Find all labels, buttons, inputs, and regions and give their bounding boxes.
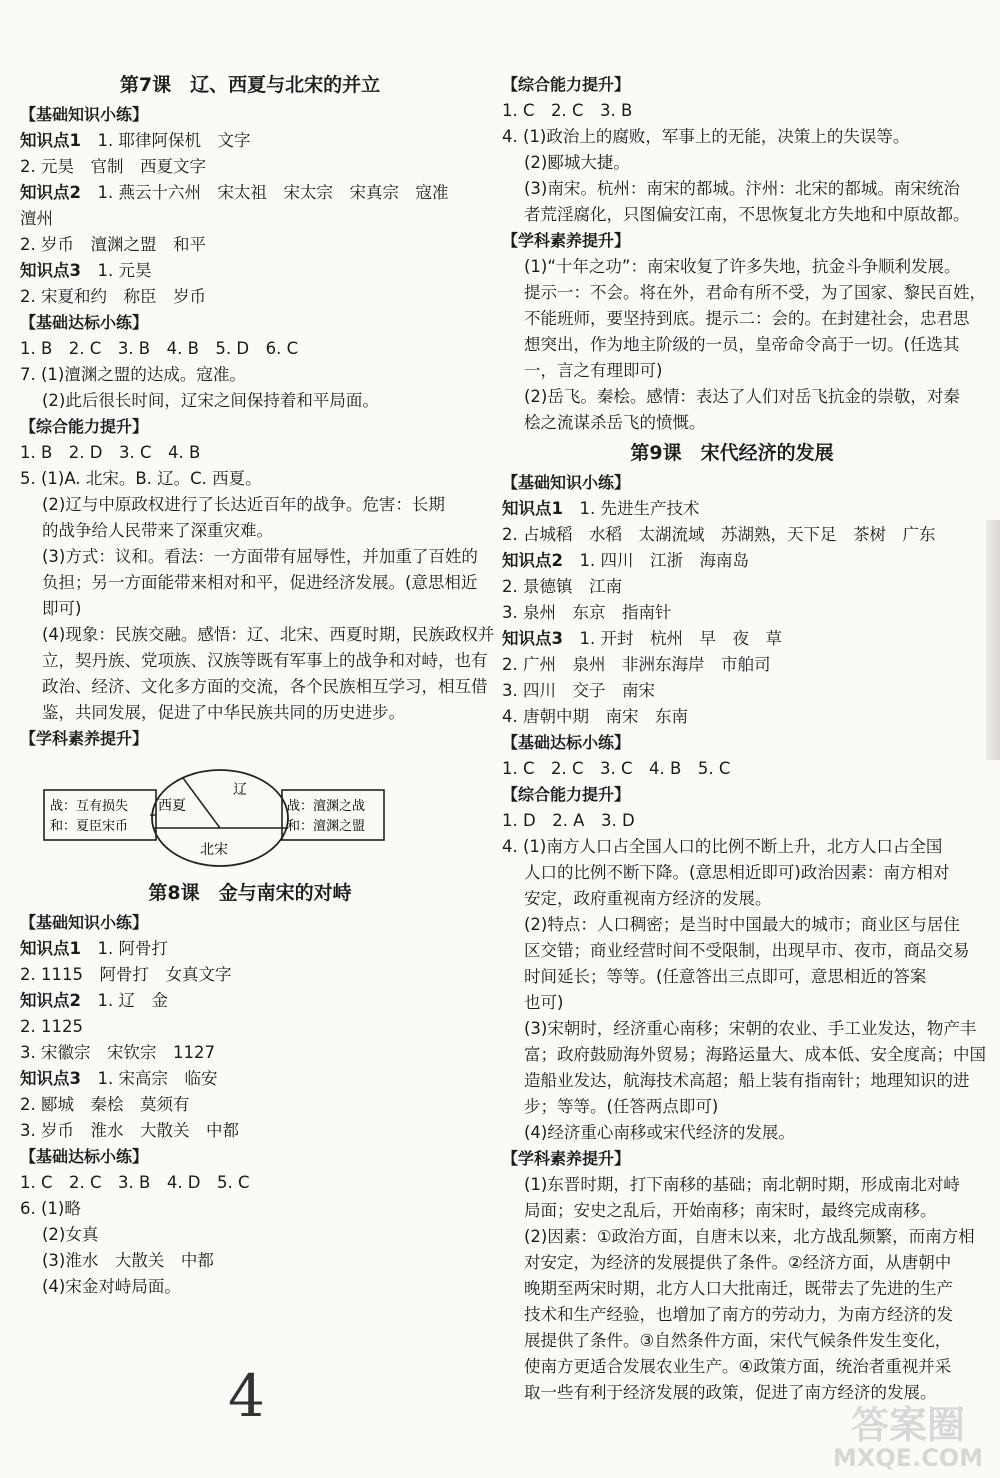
answer-text: 3. 宋徽宗 宋钦宗 1127	[20, 1043, 215, 1062]
answer-line: (1)东晋时期，打下南移的基础；南北朝时期，形成南北对峙	[524, 1175, 960, 1194]
lesson9-comprehensive-list	[502, 808, 986, 1146]
knowledge-point-label: 知识点1	[20, 939, 81, 958]
answer-line	[502, 704, 962, 730]
answer-text: 3. 四川 交子 南宋	[502, 681, 655, 700]
section-comprehensive-8: 【综合能力提升】	[502, 75, 631, 94]
answer-text: 2. 郾城 秦桧 莫须有	[20, 1095, 190, 1114]
lesson8-literacy-list	[502, 254, 986, 436]
answer-line: (2)因素：①政治方面，自唐末以来，北方战乱频繁，而南方相	[524, 1227, 975, 1246]
lesson7-knowledge-list	[20, 128, 480, 310]
answer-line	[20, 988, 480, 1014]
section-literacy: 【学科素养提升】	[20, 729, 149, 748]
watermark-top-text: 答案圈	[850, 1403, 966, 1447]
answer-text: 2. 1125	[20, 1017, 83, 1036]
answer-line: 使南方更适合发展农业生产。④政策方面，统治者重视并采	[524, 1357, 952, 1376]
watermark-bottom-text: MXQE.COM	[832, 1444, 984, 1472]
answer-line	[502, 626, 962, 652]
answer-line: 负担；另一方面能带来相对和平，促进经济发展。(意思相近	[42, 573, 478, 592]
left-column	[20, 68, 495, 1300]
answer-line: 5. (1)A. 北宋。B. 辽。C. 西夏。	[20, 469, 262, 488]
answer-text: 2. 广州 泉州 非洲东海岸 市舶司	[502, 655, 771, 674]
answer-line: 局面；安史之乱后，开始南移；南宋时，最终完成南移。	[524, 1201, 937, 1220]
answer-line	[502, 522, 962, 548]
answer-line: 时间延长；等等。(任意答出三点即可，意思相近的答案	[524, 967, 927, 986]
answer-line: (4)现象：民族交融。感悟：辽、北宋、西夏时期，民族政权并	[42, 625, 495, 644]
section-comprehensive: 【综合能力提升】	[20, 417, 149, 436]
knowledge-point-label: 知识点1	[502, 499, 563, 518]
section-basic-knowledge-8: 【基础知识小练】	[20, 913, 149, 932]
answer-text: 3. 泉州 东京 指南针	[502, 603, 672, 622]
beisong-label: 北宋	[200, 842, 228, 858]
answer-line: 不能班师，要坚持到底。提示二：会的。在封建社会，忠君思	[524, 309, 970, 328]
knowledge-point-label: 知识点3	[20, 261, 81, 280]
section-basic-standard: 【基础达标小练】	[20, 313, 149, 332]
answer-line	[20, 180, 480, 206]
answer-line: 1. C 2. C 3. B 4. D 5. C	[20, 1173, 250, 1192]
section-basic-knowledge-9: 【基础知识小练】	[502, 473, 631, 492]
answer-line: 6. (1)略	[20, 1199, 81, 1218]
liao-label: 辽	[233, 782, 247, 798]
lesson8-knowledge-list	[20, 936, 480, 1144]
answer-line: 富；政府鼓励海外贸易；海路运量大、成本低、安全度高；中国	[524, 1045, 986, 1064]
answer-text: 4. 唐朝中期 南宋 东南	[502, 707, 688, 726]
section-literacy-9: 【学科素养提升】	[502, 1149, 631, 1168]
relations-diagram-svg	[20, 756, 480, 874]
right-box-peace: 和：澶渊之盟	[287, 819, 366, 834]
answer-line: 想突出，作为地主阶级的一员，皇帝命令高于一切。(任选其	[524, 335, 960, 354]
answer-line	[20, 1118, 480, 1144]
answer-line	[20, 1014, 480, 1040]
answer-line: 1. B 2. D 3. C 4. B	[20, 443, 201, 462]
answer-line: (3)宋朝时，经济重心南移；宋朝的农业、手工业发达，物产丰	[524, 1019, 977, 1038]
knowledge-point-label: 知识点2	[20, 991, 81, 1010]
lesson9-standard-list	[502, 756, 962, 782]
lesson9-literacy-list	[502, 1172, 975, 1406]
answer-line	[20, 1066, 480, 1092]
lesson8-title: 第8课 金与南宋的对峙	[148, 882, 352, 904]
right-column	[502, 72, 986, 1406]
left-box-peace: 和：夏臣宋币	[50, 819, 129, 834]
answer-line: (2)辽与中原政权进行了长达近百年的战争。危害：长期	[42, 495, 445, 514]
lesson7-title: 第7课 辽、西夏与北宋的并立	[119, 74, 381, 96]
answer-text: 2. 1115 阿骨打 女真文字	[20, 965, 232, 984]
answer-text: 1. 先进生产技术	[579, 499, 700, 518]
answer-line: 也可)	[524, 993, 564, 1012]
right-box-war: 战：澶渊之战	[287, 799, 366, 814]
answer-line: 步；等等。(任答两点即可)	[524, 1097, 719, 1116]
left-box-war: 战：互有损失	[50, 799, 129, 814]
answer-line: 4. (1)政治上的腐败，军事上的无能，决策上的失误等。	[502, 127, 910, 146]
section-basic-standard-9: 【基础达标小练】	[502, 733, 631, 752]
answer-text: 3. 岁币 淮水 大散关 中都	[20, 1121, 239, 1140]
answer-text: 2. 岁币 澶渊之盟 和平	[20, 235, 206, 254]
section-basic-standard-8: 【基础达标小练】	[20, 1147, 149, 1166]
answer-text: 2. 宋夏和约 称臣 岁币	[20, 287, 206, 306]
answer-line	[20, 962, 480, 988]
lesson8-comprehensive-list	[502, 98, 970, 228]
answer-text: 2. 元昊 官制 西夏文字	[20, 157, 206, 176]
answer-text: 2. 占城稻 水稻 太湖流域 苏湖熟，天下足 茶树 广东	[502, 525, 936, 544]
answer-line: 政治、经济、文化多方面的交流，各个民族相互学习，相互借	[42, 677, 488, 696]
answer-line: (2)郾城大捷。	[524, 153, 630, 172]
answer-line: (3)方式：议和。看法：一方面带有屈辱性，并加重了百姓的	[42, 547, 478, 566]
knowledge-point-label: 知识点3	[20, 1069, 81, 1088]
answer-line	[502, 496, 962, 522]
lesson7-standard-list	[20, 336, 480, 414]
answer-text: 1. 元昊	[97, 261, 152, 280]
answer-line: (2)特点：人口稠密；是当时中国最大的城市；商业区与居住	[524, 915, 960, 934]
handwritten-page-mark: 4	[228, 1362, 265, 1430]
answer-text: 1. 燕云十六州 宋太祖 宋太宗 宋真宗 寇准	[97, 183, 449, 202]
answer-line	[20, 1040, 480, 1066]
answer-text: 1. 开封 杭州 早 夜 草	[579, 629, 782, 648]
answer-line: (3)南宋。杭州：南宋的都城。汴州：北宋的都城。南宋统治	[524, 179, 960, 198]
section-literacy-8: 【学科素养提升】	[502, 231, 631, 250]
relations-diagram	[20, 756, 480, 874]
answer-line	[502, 678, 962, 704]
answer-line: 造船业发达，航海技术高超；船上装有指南针；地理知识的进	[524, 1071, 970, 1090]
xixia-label: 西夏	[158, 798, 186, 814]
answer-line: 7. (1)澶渊之盟的达成。寇准。	[20, 365, 246, 384]
answer-line: 人口的比例不断下降。(意思相近即可)政治因素：南方相对	[524, 863, 950, 882]
answer-line	[20, 936, 480, 962]
answer-line: 1. D 2. A 3. D	[502, 811, 635, 830]
lesson9-title: 第9课 宋代经济的发展	[630, 442, 834, 464]
answer-line: 区交错；商业经营时间不受限制，出现早市、夜市，商品交易	[524, 941, 970, 960]
answer-line: 1. C 2. C 3. C 4. B 5. C	[502, 759, 731, 778]
answer-line: 1. C 2. C 3. B	[502, 101, 633, 120]
answer-text: 1. 四川 江浙 海南岛	[579, 551, 749, 570]
lesson8-standard-list	[20, 1170, 480, 1300]
answer-line: 者荒淫腐化，只图偏安江南，不思恢复北方失地和中原故都。	[524, 205, 970, 224]
answer-line	[502, 600, 962, 626]
answer-text: 1. 耶律阿保机 文字	[97, 131, 251, 150]
answer-line: 的战争给人民带来了深重灾难。	[42, 521, 273, 540]
answer-line	[20, 128, 480, 154]
answer-line	[502, 574, 962, 600]
knowledge-point-label: 知识点2	[20, 183, 81, 202]
watermark-logo	[824, 1394, 992, 1472]
answer-line: 技术和生产经验，也增加了南方的劳动力，为南方经济的发	[524, 1305, 953, 1324]
answer-line	[502, 652, 962, 678]
answer-text: 1. 辽 金	[97, 991, 168, 1010]
answer-line: 鉴，共同发展，促进了中华民族共同的历史进步。	[42, 703, 405, 722]
answer-line: 提示一：不会。将在外，君命有所不受，为了国家、黎民百姓，	[524, 283, 986, 302]
knowledge-point-label: 知识点1	[20, 131, 81, 150]
answer-line	[20, 154, 480, 180]
answer-text: 1. 宋高宗 临安	[97, 1069, 218, 1088]
lesson9-knowledge-list	[502, 496, 962, 730]
answer-line: (3)淮水 大散关 中都	[42, 1251, 214, 1270]
answer-line: 立，契丹族、党项族、汉族等既有军事上的战争和对峙，也有	[42, 651, 488, 670]
answer-line: (2)此后很长时间，辽宋之间保持着和平局面。	[42, 391, 379, 410]
answer-line: 即可)	[42, 599, 82, 618]
answer-line: (4)经济重心南移或宋代经济的发展。	[524, 1123, 795, 1142]
answer-line: (2)女真	[42, 1225, 99, 1244]
answer-line	[20, 1092, 480, 1118]
answer-line: 4. (1)南方人口占全国人口的比例不断上升，北方人口占全国	[502, 837, 943, 856]
answer-line: 1. B 2. C 3. B 4. B 5. D 6. C	[20, 339, 299, 358]
answer-line	[20, 206, 480, 232]
section-comprehensive-9: 【综合能力提升】	[502, 785, 631, 804]
section-basic-knowledge: 【基础知识小练】	[20, 105, 149, 124]
answer-line: (4)宋金对峙局面。	[42, 1277, 181, 1296]
answer-line	[20, 284, 480, 310]
answer-line: 安定，政府重视南方经济的发展。	[524, 889, 772, 908]
answer-line	[502, 548, 962, 574]
answer-line	[20, 232, 480, 258]
answer-line	[20, 258, 480, 284]
answer-text: 澶州	[20, 209, 53, 228]
answer-line: (1)“十年之功”：南宋收复了许多失地，抗金斗争顺利发展。	[524, 257, 961, 276]
lesson7-comprehensive-list	[20, 440, 495, 726]
answer-line: 对安定，为经济的发展提供了条件。②经济方面，从唐朝中	[524, 1253, 952, 1272]
answer-line: (2)岳飞。秦桧。感情：表达了人们对岳飞抗金的崇敬，对秦	[524, 387, 960, 406]
answer-text: 1. 阿骨打	[97, 939, 168, 958]
page-edge-shadow	[986, 520, 1000, 760]
answer-line: 一，言之有理即可)	[524, 361, 663, 380]
answer-line: 桧之流谋杀岳飞的愤慨。	[524, 413, 706, 432]
answer-text: 2. 景德镇 江南	[502, 577, 622, 596]
answer-line: 展提供了条件。③自然条件方面，宋代气候条件发生变化，	[524, 1331, 952, 1350]
answer-line: 晚期至两宋时期，北方人口大批南迁，既带去了先进的生产	[524, 1279, 953, 1298]
answer-line: 取一些有利于经济发展的政策，促进了南方经济的发展。	[524, 1383, 937, 1402]
knowledge-point-label: 知识点3	[502, 629, 563, 648]
knowledge-point-label: 知识点2	[502, 551, 563, 570]
